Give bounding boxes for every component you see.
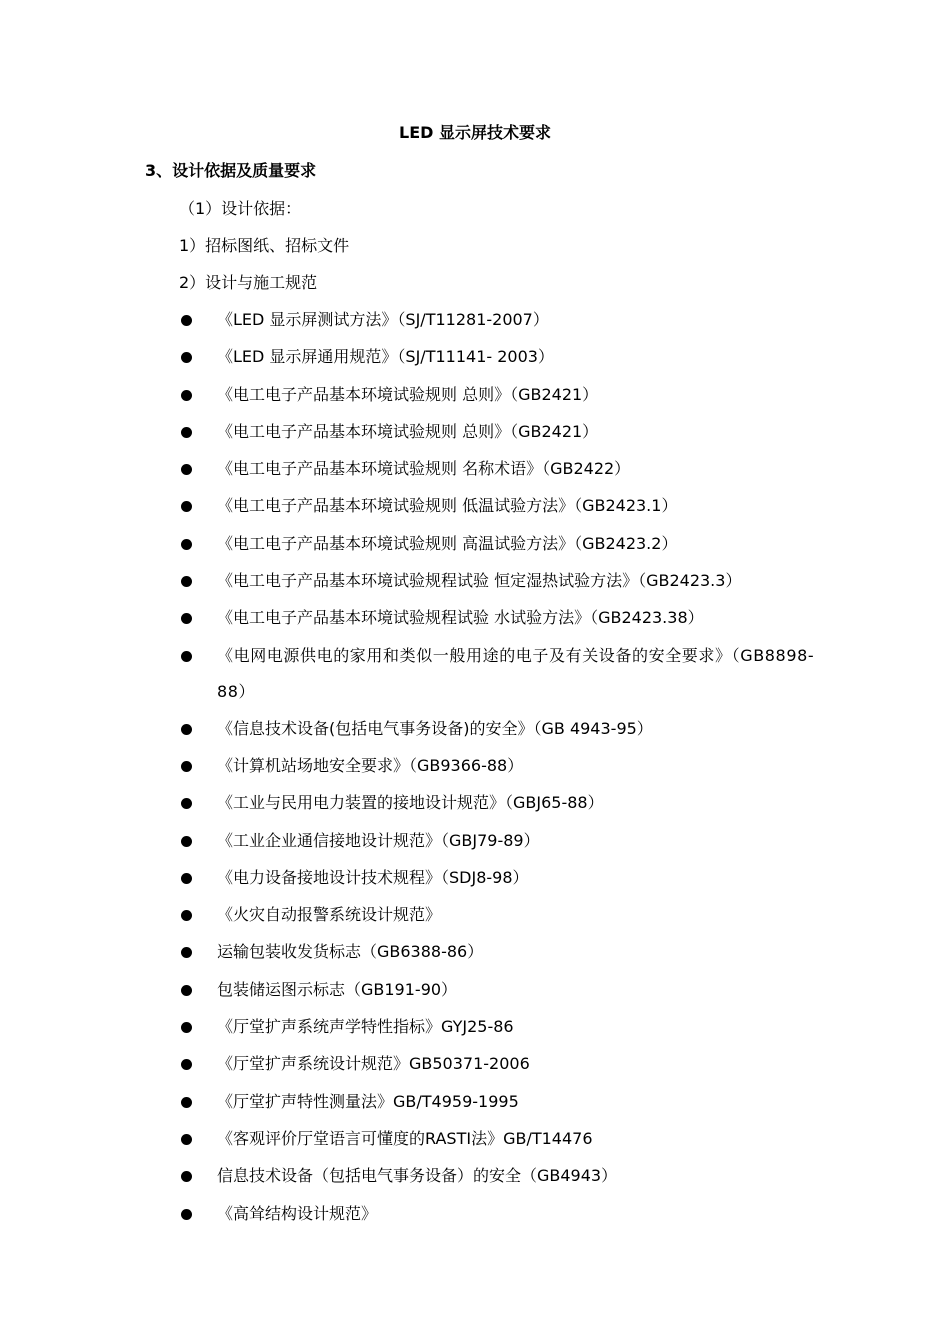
list-item-text: 《计算机站场地安全要求》（GB9366-88） [217, 755, 524, 775]
list-item [181, 345, 821, 369]
list-item-text: 《电工电子产品基本环境试验规则 总则》（GB2421） [217, 421, 599, 441]
bullet-dot [181, 985, 192, 996]
list-item [181, 569, 821, 593]
list-item-text: 《电工电子产品基本环境试验规则 低温试验方法》（GB2423.1） [217, 496, 678, 516]
bullet-dot [181, 761, 192, 772]
bullet-dot [181, 873, 192, 884]
bullet-dot [181, 724, 192, 735]
list-item [181, 978, 821, 1002]
section-heading: 3、设计依据及质量要求 [145, 161, 317, 180]
list-item [181, 717, 821, 741]
bullet-dot [181, 576, 192, 587]
bullet-dot [181, 1059, 192, 1070]
list-item-text: 《电网电源供电的家用和类似一般用途的电子及有关设备的安全要求》（GB8898-88） [217, 645, 815, 701]
bullet-dot [181, 539, 192, 550]
list-item-text: 《电力设备接地设计技术规程》（SDJ8-98） [217, 867, 529, 887]
list-item-text: 《电工电子产品基本环境试验规则 高温试验方法》（GB2423.2） [217, 533, 678, 553]
list-item-text: 《厅堂扩声系统声学特性指标》GYJ25-86 [217, 1017, 514, 1037]
list-item-text: 《信息技术设备(包括电气事务设备)的安全》（GB 4943-95） [217, 718, 653, 738]
paragraph-design-basis: （1）设计依据： [179, 199, 302, 218]
list-item [181, 903, 821, 927]
list-item [181, 1052, 821, 1076]
list-item-text: 《电工电子产品基本环境试验规程试验 恒定湿热试验方法》（GB2423.3） [217, 571, 742, 591]
list-item-text: 《电工电子产品基本环境试验规程试验 水试验方法》（GB2423.38） [217, 608, 704, 628]
list-item [181, 383, 821, 407]
list-item-text: 《LED 显示屏测试方法》（SJ/T11281-2007） [217, 310, 549, 329]
list-item-text: 《客观评价厅堂语言可懂度的RASTI法》GB/T14476 [217, 1128, 593, 1148]
bullet-dot [181, 352, 192, 363]
bullet-dot [181, 1134, 192, 1145]
paragraph-tender-documents: 1）招标图纸、招标文件 [179, 236, 350, 255]
list-item [181, 457, 821, 481]
list-item [181, 420, 821, 444]
list-item-text: 《LED 显示屏通用规范》（SJ/T11141- 2003） [217, 347, 554, 367]
bullet-dot [181, 798, 192, 809]
list-item [181, 829, 821, 853]
list-item [181, 1127, 821, 1151]
bullet-dot [181, 427, 192, 438]
list-item-text: 《电工电子产品基本环境试验规则 名称术语》（GB2422） [217, 459, 631, 479]
list-item-text: 《电工电子产品基本环境试验规则 总则》（GB2421） [217, 384, 599, 404]
bullet-dot [181, 910, 192, 921]
list-item-text: 《工业与民用电力装置的接地设计规范》（GBJ65-88） [217, 793, 604, 813]
list-item [181, 791, 821, 815]
standards-list [181, 308, 821, 1239]
bullet-dot [181, 1097, 192, 1108]
bullet-dot [181, 613, 192, 624]
list-item [181, 1090, 821, 1114]
list-item-text: 《工业企业通信接地设计规范》（GBJ79-89） [217, 830, 540, 850]
bullet-dot [181, 947, 192, 958]
bullet-dot [181, 1022, 192, 1033]
bullet-dot [181, 501, 192, 512]
list-item-text: 运输包装收发货标志（GB6388-86） [217, 942, 484, 962]
paragraph-design-codes: 2）设计与施工规范 [179, 273, 318, 292]
list-item-text: 《火灾自动报警系统设计规范》 [217, 905, 442, 925]
list-item [181, 638, 821, 710]
list-item [181, 866, 821, 890]
list-item [181, 606, 821, 630]
document-title: LED 显示屏技术要求 [399, 123, 551, 142]
list-item-text: 《厅堂扩声特性测量法》GB/T4959-1995 [217, 1091, 519, 1111]
bullet-dot [181, 1209, 192, 1220]
list-item [181, 754, 821, 778]
bullet-dot [181, 390, 192, 401]
list-item [181, 1164, 821, 1188]
bullet-dot [181, 464, 192, 475]
list-item [181, 532, 821, 556]
list-item [181, 940, 821, 964]
bullet-dot [181, 1171, 192, 1182]
bullet-dot [181, 651, 192, 662]
list-item [181, 1015, 821, 1039]
list-item-text: 《高耸结构设计规范》 [217, 1203, 378, 1223]
list-item [181, 308, 821, 332]
list-item-text: 信息技术设备（包括电气事务设备）的安全（GB4943） [217, 1166, 618, 1186]
bullet-dot [181, 836, 192, 847]
list-item [181, 494, 821, 518]
list-item [181, 1202, 821, 1226]
list-item-text: 包装储运图示标志（GB191-90） [217, 979, 458, 999]
list-item-text: 《厅堂扩声系统设计规范》GB50371-2006 [217, 1054, 530, 1074]
bullet-dot [181, 315, 192, 326]
